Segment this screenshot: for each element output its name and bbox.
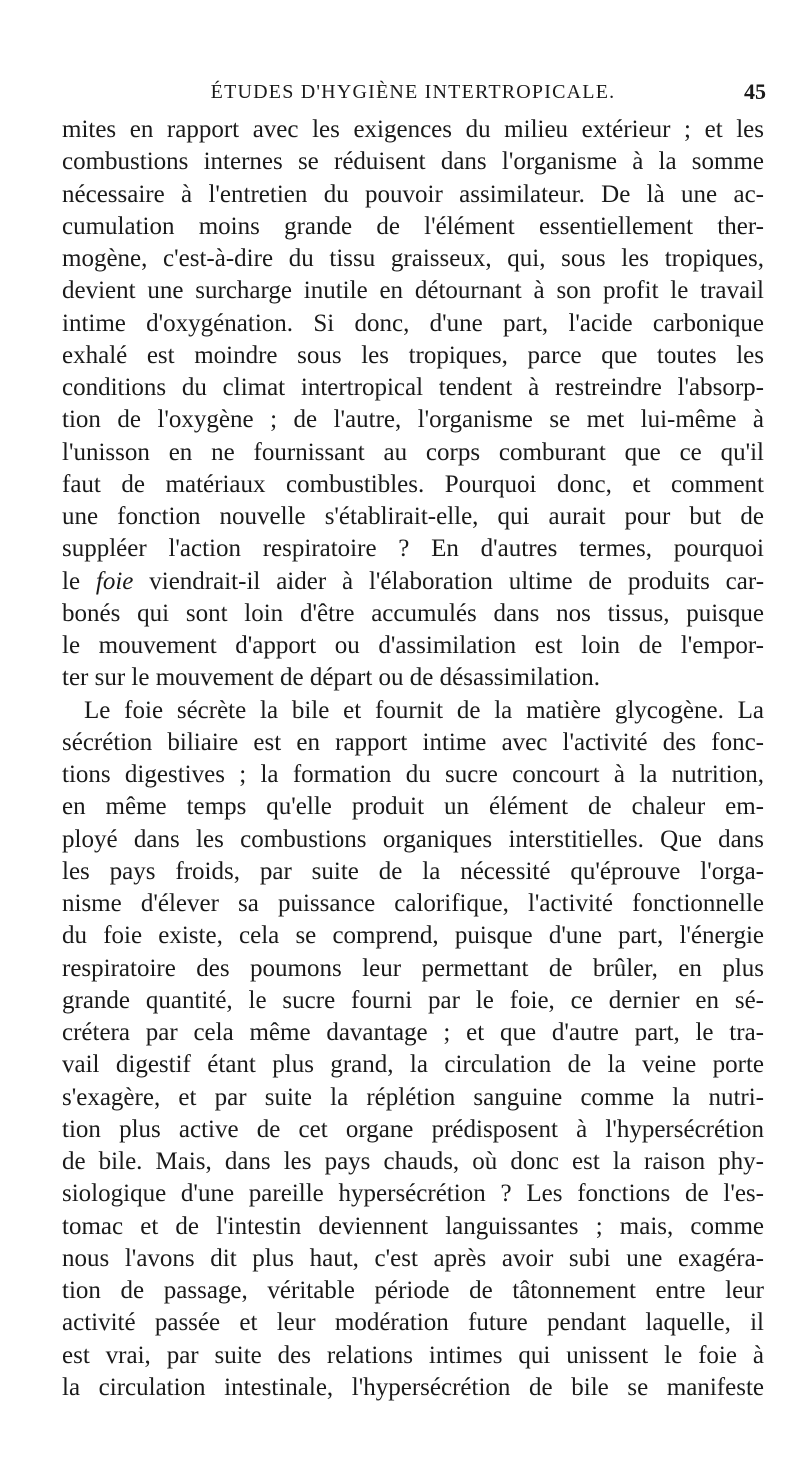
text-line: cumulation moins grande de l'élément essentiellement ther- [62,212,764,240]
text-line: la circulation intestinale, l'hypersécrétion de bile se manifeste [62,1373,764,1401]
text-line: exhalé est moindre sous les tropiques, parce que toutes les [62,341,764,369]
italic-word: foie [95,567,134,595]
text-line: conditions du climat intertropical tendent à restreindre l'absorp- [62,374,764,401]
text-line: le mouvement d'apport ou d'assimilation est loin de l'empor- [62,632,764,659]
text-line: crétera par cela même davantage ; et que d'autre part, le tra- [62,1019,764,1046]
text-prefix: le [62,567,81,595]
text-line: mites en rapport avec les exigences du milieu extérieur ; et les [62,116,764,143]
text-line: devient une surcharge inutile en détournant à son profit le travail [62,277,764,305]
paragraph-start-line: Le foie sécrète la bile et fournit de la matière glycogène. La [84,696,764,724]
body-text [62,114,764,1404]
text-line: ployé dans les combustions organiques interstitielles. Que dans [62,825,764,853]
text-line: tion de l'oxygène ; de l'autre, l'organisme se met lui-même à [62,406,764,434]
text-line: du foie existe, cela se comprend, puisque d'une part, l'énergie [62,922,764,950]
text-line: siologique d'une pareille hypersécrétion ? Les fonctions de l'es- [62,1180,764,1208]
text-line: nous l'avons dit plus haut, c'est après avoir subi une exagéra- [62,1244,764,1272]
text-line: une fonction nouvelle s'établirait-elle, qui aurait pour but de [62,503,764,530]
running-head [62,79,764,105]
text-line: respiratoire des poumons leur permettant de brûler, en plus [62,954,764,982]
text-line: combustions internes se réduisent dans l'organisme à la somme [62,148,764,176]
text-line: suppléer l'action respiratoire ? En d'autres termes, pourquoi [62,535,764,563]
text-line: bonés qui sont loin d'être accumulés dans nos tissus, puisque [62,599,764,627]
text-line: de bile. Mais, dans les pays chauds, où donc est la raison phy- [62,1148,764,1175]
text-line: est vrai, par suite des relations intimes qui unissent le foie à [62,1341,764,1369]
text-line: tomac et de l'intestin deviennent languissantes ; mais, comme [62,1212,764,1240]
text-line: faut de matériaux combustibles. Pourquoi donc, et comment [62,470,764,498]
text-line: mogène, c'est-à-dire du tissu graisseux, qui, sous les tropiques, [62,245,764,272]
text-line: intime d'oxygénation. Si donc, d'une part, l'acide carbonique [62,309,764,337]
text-line-with-italic [62,566,764,598]
text-line: grande quantité, le sucre fourni par le foie, ce dernier en sé- [62,986,764,1014]
text-line: vail digestif étant plus grand, la circulation de la veine porte [62,1051,764,1079]
running-title: ÉTUDES D'HYGIÈNE INTERTROPICALE. [210,81,616,103]
text-line: en même temps qu'elle produit un élément de chaleur em- [62,793,764,821]
page-number: 45 [744,79,766,104]
text-line: sécrétion biliaire est en rapport intime avec l'activité des fonc- [62,728,764,756]
text-line: nécessaire à l'entretien du pouvoir assimilateur. De là une ac- [62,180,764,208]
text-line: tions digestives ; la formation du sucre concourt à la nutrition, [62,761,764,788]
text-line: activité passée et leur modération future pendant laquelle, il [62,1309,764,1337]
text-line: ter sur le mouvement de départ ou de désassimilation. [62,664,601,692]
text-line: l'unisson en ne fournissant au corps comburant que ce qu'il [62,438,764,466]
text-line: tion plus active de cet organe prédisposent à l'hypersécrétion [62,1115,764,1143]
text-line: les pays froids, par suite de la nécessité qu'éprouve l'orga- [62,857,764,885]
text-line: tion de passage, véritable période de tâtonnement entre leur [62,1277,764,1304]
text-line: s'exagère, et par suite la réplétion sanguine comme la nutri- [62,1083,764,1111]
text-rest: viendrait-il aider à l'élaboration ultime de produits car- [149,567,764,595]
text-line: nisme d'élever sa puissance calorifique, l'activité fonctionnelle [62,890,764,917]
